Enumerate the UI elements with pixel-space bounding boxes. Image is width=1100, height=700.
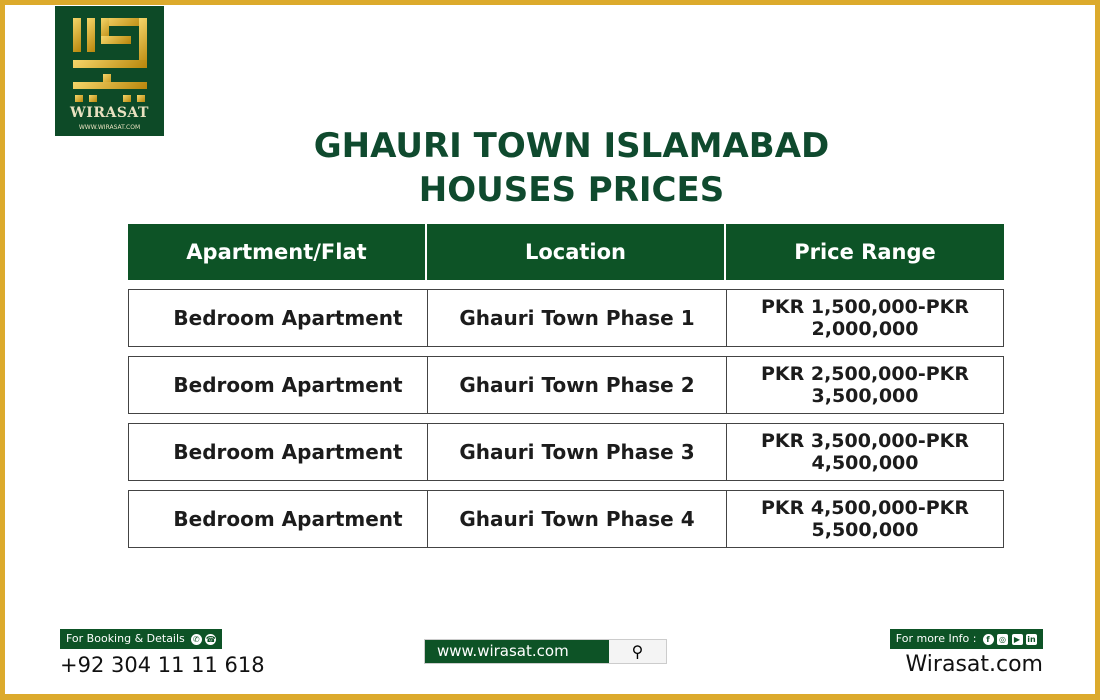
phone-number[interactable]: +92 304 11 11 618 xyxy=(60,653,265,677)
price-cell xyxy=(726,289,1004,347)
linkedin-icon[interactable]: in xyxy=(1027,635,1036,644)
price-from: PKR 4,500,000-PKR xyxy=(760,497,970,519)
booking-label xyxy=(60,629,222,649)
price-cell xyxy=(726,356,1004,414)
price-cell xyxy=(726,423,1004,481)
youtube-icon[interactable]: ▶ xyxy=(1012,634,1023,645)
whatsapp-icon: ✆ xyxy=(191,634,202,645)
info-label xyxy=(890,629,1043,649)
phone-icon: ☎ xyxy=(205,635,216,644)
location-cell: Ghauri Town Phase 4 xyxy=(427,490,726,548)
info-text: For more Info : xyxy=(895,632,977,645)
price-from: PKR 1,500,000-PKR xyxy=(760,296,970,318)
header-apartment: Apartment/Flat xyxy=(128,224,427,280)
booking-block xyxy=(60,627,265,677)
price-from: PKR 3,500,000-PKR xyxy=(760,430,970,452)
location-cell: Ghauri Town Phase 3 xyxy=(427,423,726,481)
price-cell xyxy=(726,490,1004,548)
page-title xyxy=(0,124,1100,212)
search-url[interactable]: www.wirasat.com xyxy=(425,640,609,663)
type-cell: Bedroom Apartment xyxy=(128,423,427,481)
table-row xyxy=(128,490,1004,548)
table-row xyxy=(128,423,1004,481)
booking-text: For Booking & Details xyxy=(66,632,185,645)
type-cell: Bedroom Apartment xyxy=(128,356,427,414)
website-search-bar[interactable] xyxy=(424,639,667,664)
table-row xyxy=(128,289,1004,347)
price-from: PKR 2,500,000-PKR xyxy=(760,363,970,385)
price-table xyxy=(128,215,1004,557)
type-cell: Bedroom Apartment xyxy=(128,289,427,347)
info-block xyxy=(890,627,1043,677)
instagram-icon[interactable]: ◎ xyxy=(997,634,1008,645)
location-cell: Ghauri Town Phase 2 xyxy=(427,356,726,414)
table-row xyxy=(128,356,1004,414)
price-to: 5,500,000 xyxy=(811,519,919,541)
title-line-2: HOUSES PRICES xyxy=(418,170,725,210)
facebook-icon[interactable]: f xyxy=(983,634,994,645)
logo-url: WWW.WIRASAT.COM xyxy=(78,124,141,131)
logo-name: WIRASAT xyxy=(70,105,149,121)
header-price: Price Range xyxy=(726,224,1004,280)
table-header xyxy=(128,224,1004,280)
price-to: 4,500,000 xyxy=(811,452,919,474)
header-location: Location xyxy=(427,224,726,280)
calligraphy-mark xyxy=(73,18,147,102)
price-to: 3,500,000 xyxy=(811,385,919,407)
site-link[interactable]: Wirasat.com xyxy=(905,652,1043,677)
location-cell: Ghauri Town Phase 1 xyxy=(427,289,726,347)
type-cell: Bedroom Apartment xyxy=(128,490,427,548)
wirasat-logo xyxy=(55,6,164,136)
search-icon[interactable]: ⚲ xyxy=(609,640,666,663)
price-to: 2,000,000 xyxy=(811,318,919,340)
title-line-1: GHAURI TOWN ISLAMABAD xyxy=(313,126,830,166)
